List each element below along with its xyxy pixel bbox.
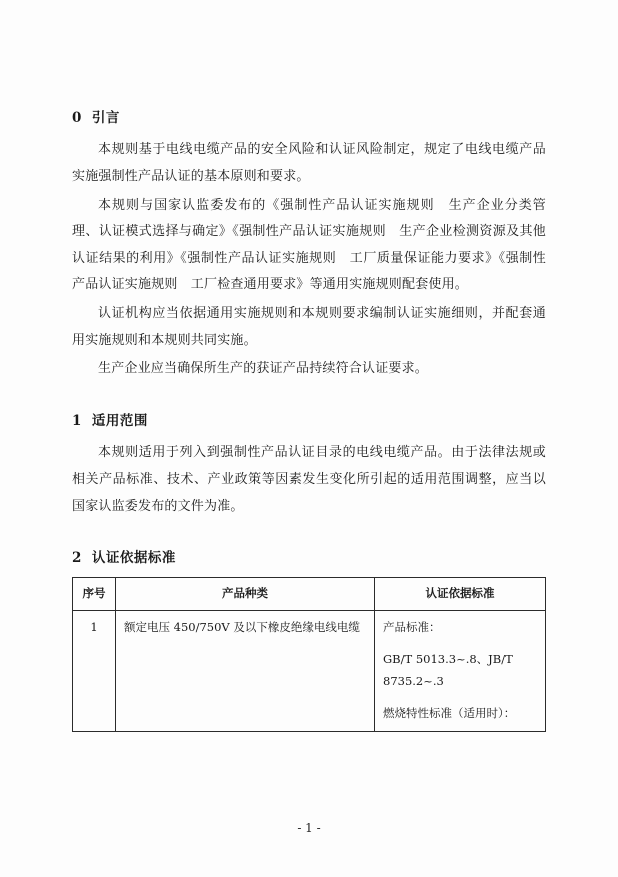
- certification-standards-table: [72, 577, 546, 731]
- table-header-cell: 产品种类: [116, 578, 375, 611]
- paragraph: 本规则与国家认监委发布的《强制性产品认证实施规则 生产企业分类管理、认证模式选择与确定》《强制性产品认证实施规则 生产企业检测资源及其他认证结果的利用》《强制性产品认证实施规则 工厂质量保证能力要求》《强制性产品认证实施规则 工厂检查通用要求》等通用实施规则配套使用。: [72, 197, 546, 293]
- section-heading-1: [72, 411, 546, 431]
- section-spacer: [72, 385, 546, 411]
- table-cell-product-kind: 额定电压 450/750V 及以下橡皮绝缘电线电缆: [116, 611, 375, 731]
- table-header-row: [73, 578, 546, 611]
- standard-line: 燃烧特性标准（适用时）：: [383, 705, 516, 720]
- section-title: 引言: [91, 110, 120, 126]
- section-heading-0: [72, 108, 546, 128]
- paragraph: 本规则适用于列入到强制性产品认证目录的电线电缆产品。由于法律法规或相关产品标准、技术、产业政策等因素发生变化所引起的适用范围调整，应当以国家认监委发布的文件为准。: [72, 445, 546, 514]
- section-number: 1: [72, 413, 82, 430]
- table-header-cell: 序号: [73, 578, 116, 611]
- table-cell-standards: [375, 611, 546, 731]
- section-number: 2: [72, 550, 82, 567]
- standard-line: 产品标准：: [383, 620, 441, 635]
- standard-line: GB/T 5013.3~.8、JB/T 8735.2~.3: [383, 652, 513, 688]
- section-title: 适用范围: [91, 413, 148, 430]
- table-header-cell: 认证依据标准: [375, 578, 546, 611]
- table-row: [73, 611, 546, 731]
- section-number: 0: [72, 110, 82, 126]
- section-title: 认证依据标准: [91, 550, 176, 567]
- paragraph: 本规则基于电线电缆产品的安全风险和认证风险制定，规定了电线电缆产品实施强制性产品认证的基本原则和要求。: [72, 142, 546, 184]
- section-spacer: [72, 522, 546, 548]
- table-cell-no: 1: [73, 611, 116, 731]
- paragraph: 生产企业应当确保所生产的获证产品持续符合认证要求。: [98, 361, 429, 377]
- section-heading-2: [72, 548, 546, 568]
- paragraph: 认证机构应当依据通用实施规则和本规则要求编制认证实施细则，并配套通用实施规则和本规则共同实施。: [72, 306, 546, 348]
- page-number: - 1 -: [297, 821, 321, 835]
